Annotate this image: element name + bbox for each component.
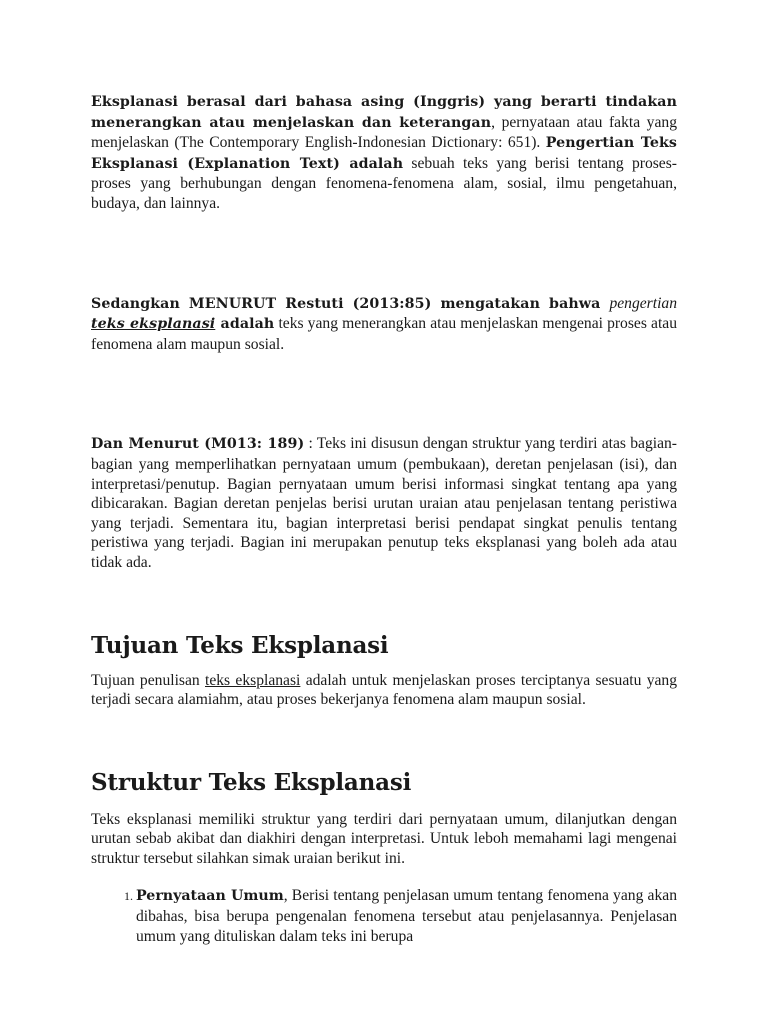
text-definition: , pernyataan atau fakta yang menjelaskan (The Contemporary English-Indonesian Dictionary: 651). <box>91 113 677 152</box>
paragraph-restuti <box>91 294 677 355</box>
paragraph-menurut <box>91 434 677 572</box>
bold-definition: Eksplanasi berasal dari bahasa asing (Inggris) yang berarti tindakan menerangkan atau menjelaskan dan keterangan <box>91 94 677 131</box>
text-menurut: : Teks ini disusun dengan struktur yang terdiri atas bagian-bagian yang memperlihatkan pernyataan umum (pembukaan), deretan penjelasan (isi), dan interpretasi/penutup. Bagian pernyataan umum berisi informasi singkat tentang apa yang dibicarakan. Bagian deretan penjelas berisi urutan uraian atau penjelasan tentang peristiwa yang terjadi. Sementara itu, bagian interpretasi berisi pendapat singkat penulis tentang peristiwa yang terjadi. Bagian ini merupakan penutup teks eksplanasi yang boleh ada atau tidak ada. <box>91 435 677 571</box>
paragraph-definition <box>91 92 677 214</box>
list-item <box>136 886 677 946</box>
structure-list <box>91 886 677 946</box>
paragraph-tujuan <box>91 671 677 710</box>
text-tujuan-b: adalah untuk menjelaskan proses terciptanya sesuatu yang terjadi secara alamiahm, atau proses bekerjanya fenomena alam maupun sosial. <box>91 671 677 709</box>
bold-restuti: Sedangkan MENURUT Restuti (2013:85) mengatakan bahwa <box>91 295 610 312</box>
bold-menurut: Dan Menurut (M013: 189) <box>91 436 305 453</box>
text-tujuan-a: Tujuan penulisan <box>91 671 205 689</box>
heading-struktur: Struktur Teks Eksplanasi <box>91 768 412 796</box>
text-pengertian: sebuah teks yang berisi tentang proses-proses yang berhubungan dengan fenomena-fenomena alam, sosial, ilmu pengetahuan, budaya, dan lainnya. <box>91 154 677 212</box>
link-teks-eksplanasi[interactable]: teks eksplanasi <box>91 316 216 333</box>
bold-pengertian: Pengertian Teks Eksplanasi (Explanation Text) adalah <box>91 135 677 172</box>
list-item-title: Pernyataan Umum <box>136 888 284 905</box>
link-teks-eksplanasi-tujuan[interactable]: teks eksplanasi <box>205 671 301 689</box>
list-item-text: , Berisi tentang penjelasan umum tentang fenomena yang akan dibahas, bisa berupa pengenalan fenomena tersebut atau penjelasannya. Penjelasan umum yang dituliskan dalam teks ini berupa <box>136 887 677 945</box>
bold-adalah: adalah <box>215 316 275 333</box>
text-restuti: teks yang menerangkan atau menjelaskan mengenai proses atau fenomena alam maupun sosial. <box>91 315 677 353</box>
paragraph-struktur: Teks eksplanasi memiliki struktur yang terdiri dari pernyataan umum, dilanjutkan dengan urutan sebab akibat dan diakhiri dengan interpretasi. Untuk leboh memahami lagi mengenai struktur tersebut silahkan simak uraian berikut ini. <box>91 810 677 867</box>
italic-pengertian: pengertian <box>609 294 677 312</box>
heading-tujuan: Tujuan Teks Eksplanasi <box>91 631 389 659</box>
